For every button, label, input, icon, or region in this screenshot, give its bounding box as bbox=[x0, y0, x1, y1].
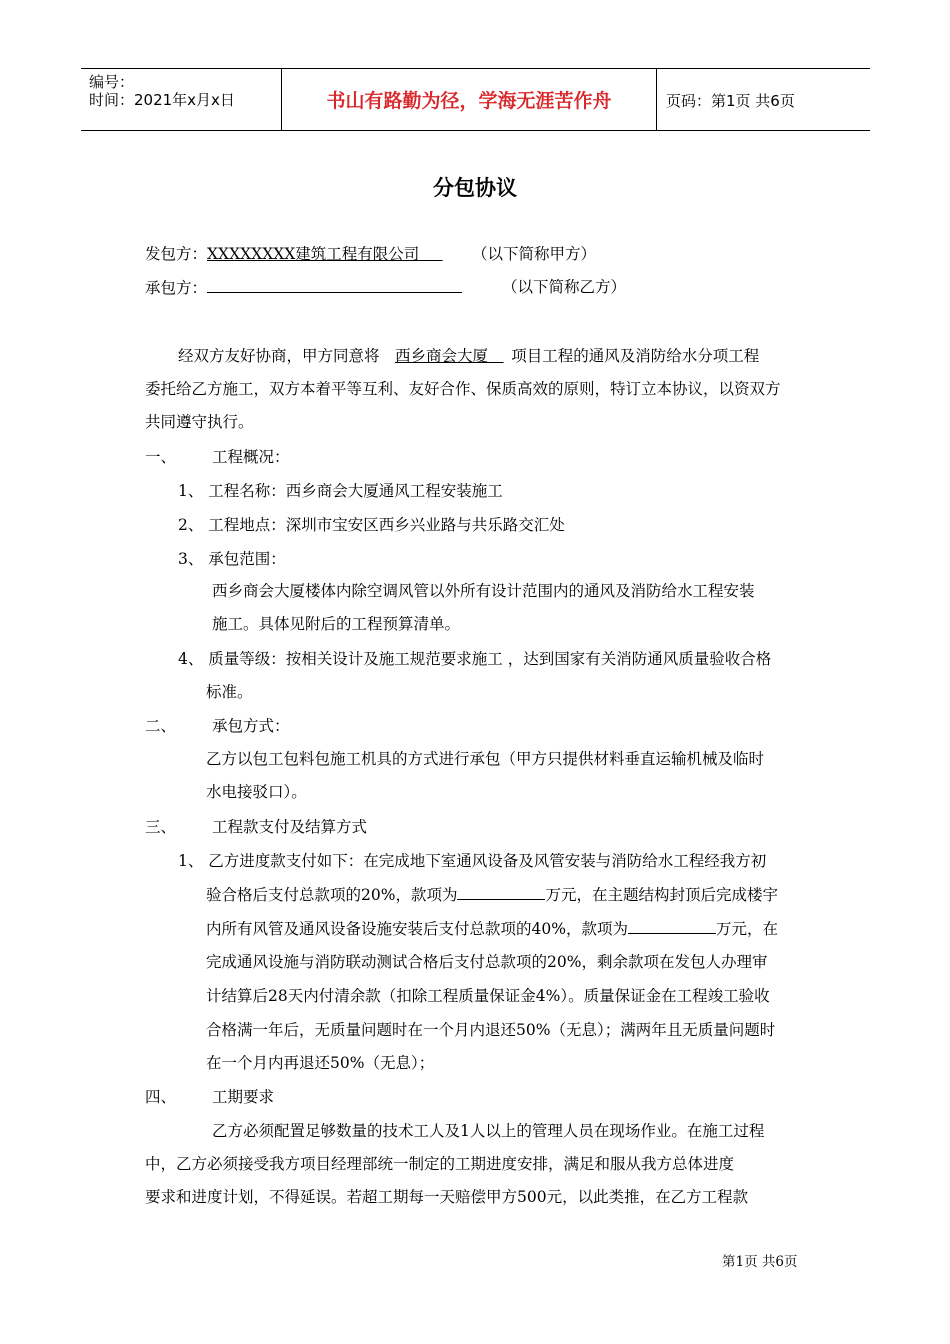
document-header bbox=[81, 68, 870, 131]
employer-note: （以下简称甲方） bbox=[472, 245, 597, 263]
document-title: 分包协议 bbox=[433, 176, 517, 200]
section-1-item-3: 3、 承包范围： bbox=[178, 550, 286, 568]
section-1-item-4: 4、 质量等级：按相关设计及施工规范要求施工 ，达到国家有关消防通风质量验收合格 bbox=[178, 650, 772, 668]
section-1-scope-line-2: 施工。具体见附后的工程预算清单。 bbox=[212, 615, 461, 633]
section-1-heading: 工程概况： bbox=[212, 448, 290, 466]
section-4-heading: 工期要求 bbox=[212, 1088, 275, 1106]
section-3-line-6: 合格满一年后，无质量问题时在一个月内退还50%（无息）；满两年且无质量问题时 bbox=[206, 1021, 776, 1039]
header-meta-cell bbox=[81, 69, 281, 130]
section-1-item-1: 1、 工程名称：西乡商会大厦通风工程安装施工 bbox=[178, 482, 503, 500]
section-3-heading: 工程款支付及结算方式 bbox=[212, 818, 368, 836]
contractor-name-blank bbox=[207, 277, 462, 293]
employer-line bbox=[145, 244, 443, 264]
section-3-number: 三、 bbox=[145, 818, 177, 836]
contractor-label: 承包方： bbox=[145, 279, 208, 297]
section-2-number: 二、 bbox=[145, 717, 177, 735]
section-3-line-3: 内所有风管及通风设备设施安装后支付总款项的40%，款项为 万元，在 bbox=[206, 920, 778, 938]
payment-amount-1-blank bbox=[457, 884, 545, 900]
section-1-item-4-cont: 标准。 bbox=[206, 683, 253, 701]
project-name: 西乡商会大厦 bbox=[395, 347, 489, 365]
payment-amount-2-blank bbox=[628, 918, 716, 934]
employer-label: 发包方： bbox=[145, 245, 208, 263]
section-3-line-7: 在一个月内再退还50%（无息）； bbox=[206, 1054, 435, 1072]
contractor-note: （以下简称乙方） bbox=[502, 278, 627, 296]
section-3-line-1: 1、 乙方进度款支付如下：在完成地下室通风设备及风管安装与消防给水工程经我方初 bbox=[178, 852, 767, 870]
section-2-line-2: 水电接驳口）。 bbox=[206, 783, 307, 801]
header-page-cell bbox=[656, 69, 870, 130]
section-4-line-1: 乙方必须配置足够数量的技术工人及1人以上的管理人员在现场作业。在施工过程 bbox=[212, 1122, 765, 1140]
section-4-line-2: 中，乙方必须接受我方项目经理部统一制定的工期进度安排，满足和服从我方总体进度 bbox=[145, 1155, 735, 1173]
section-4-line-3: 要求和进度计划，不得延误。若超工期每一天赔偿甲方500元，以此类推，在乙方工程款 bbox=[145, 1188, 749, 1206]
section-1-number: 一、 bbox=[145, 448, 177, 466]
section-3-line-2: 验合格后支付总款项的20%，款项为 万元，在主题结构封顶后完成楼宇 bbox=[206, 886, 778, 904]
intro-line-1: 经双方友好协商，甲方同意将 西乡商会大厦 项目工程的通风及消防给水分项工程 bbox=[178, 347, 760, 365]
header-motto-cell bbox=[281, 69, 657, 130]
section-2-heading: 承包方式： bbox=[212, 717, 290, 735]
section-3-line-4: 完成通风设施与消防联动测试合格后支付总款项的20%，剩余款项在发包人办理审 bbox=[206, 953, 768, 971]
header-motto: 书山有路勤为径，学海无涯苦作舟 bbox=[326, 90, 612, 112]
section-4-number: 四、 bbox=[145, 1088, 177, 1106]
section-1-scope-line-1: 西乡商会大厦楼体内除空调风管以外所有设计范围内的通风及消防给水工程安装 bbox=[212, 582, 755, 600]
footer-page-number: 第1页 共6页 bbox=[722, 1254, 798, 1270]
section-1-item-2: 2、 工程地点：深圳市宝安区西乡兴业路与共乐路交汇处 bbox=[178, 516, 565, 534]
intro-line-2: 委托给乙方施工，双方本着平等互利、友好合作、保质高效的原则，特订立本协议，以资双方 bbox=[145, 380, 781, 398]
intro-line-3: 共同遵守执行。 bbox=[145, 413, 254, 431]
section-2-line-1: 乙方以包工包料包施工机具的方式进行承包（甲方只提供材料垂直运输机械及临时 bbox=[206, 750, 765, 768]
contractor-line bbox=[145, 277, 462, 298]
section-3-line-5: 计结算后28天内付清余款（扣除工程质量保证金4%）。质量保证金在工程竣工验收 bbox=[206, 987, 770, 1005]
document-number: 编号： bbox=[89, 73, 135, 91]
document-date: 时间：2021年x月x日 bbox=[89, 91, 235, 109]
header-page-number: 页码：第1页 共6页 bbox=[666, 92, 795, 110]
employer-name: XXXXXXXX建筑工程有限公司 bbox=[207, 245, 420, 263]
